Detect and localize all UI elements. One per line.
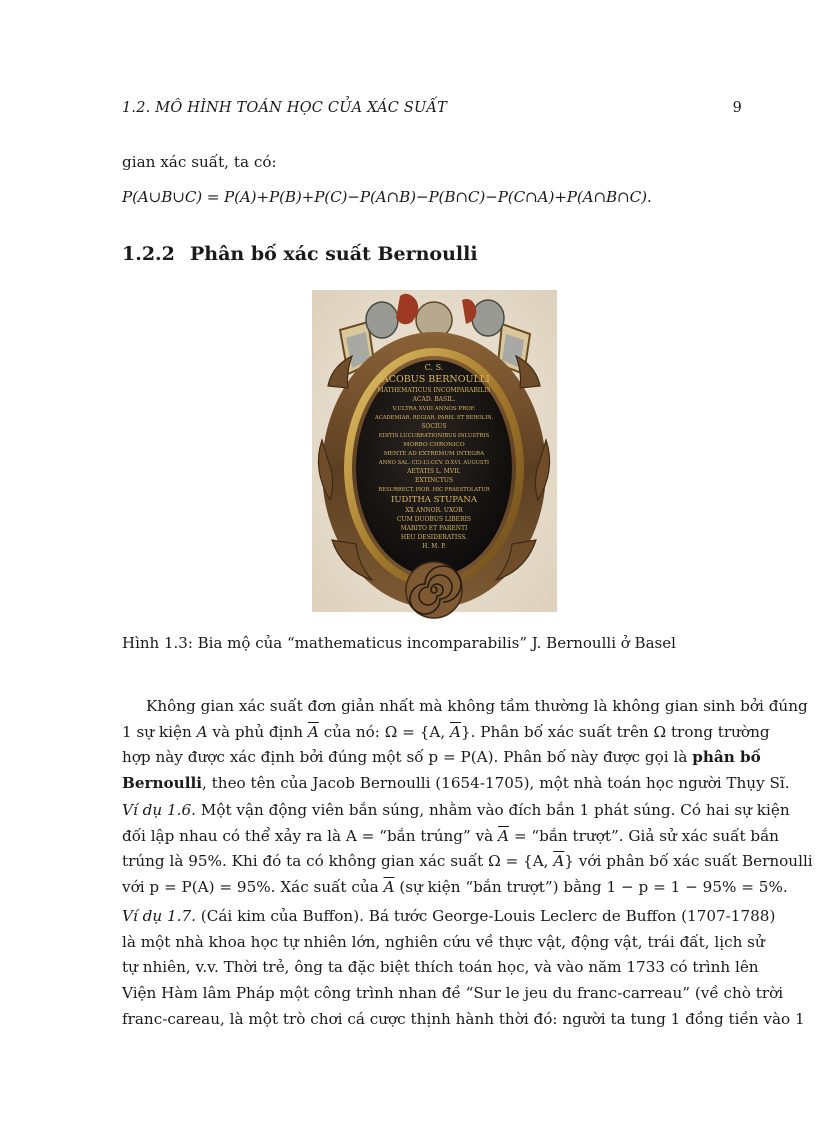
example-label: Ví dụ 1.7. xyxy=(122,907,196,925)
section-title: Phân bố xác suất Bernoulli xyxy=(190,243,478,265)
text-line: franc-careau, là một trò chơi cá cược thịnh hành thời đó: người ta tung 1 đồng tiền vào 1 xyxy=(122,1009,805,1028)
svg-text:MARITO ET PARENTI: MARITO ET PARENTI xyxy=(400,525,468,532)
svg-text:MENTE AD EXTREMUM INTEGRA: MENTE AD EXTREMUM INTEGRA xyxy=(383,451,485,457)
svg-text:ACAD. BASIL.: ACAD. BASIL. xyxy=(412,396,456,403)
page-number: 9 xyxy=(732,100,742,116)
text-line: với p = P(A) = 95%. Xác suất của $\overline{A}$ (sự kiện “bắn trượt”) bằng 1 − p = 1 − 95% = 5%. xyxy=(122,878,788,897)
svg-text:RESURRECT. PIOR. HIC PRAESTOLA: RESURRECT. PIOR. HIC PRAESTOLATUR xyxy=(378,487,490,493)
svg-text:IACOBUS BERNOULLI: IACOBUS BERNOULLI xyxy=(378,374,490,385)
example-1-6 xyxy=(122,798,813,901)
figure-caption: Hình 1.3: Bia mộ của “mathematicus incomparabilis” J. Bernoulli ở Basel xyxy=(122,634,676,652)
svg-text:IUDITHA STUPANA: IUDITHA STUPANA xyxy=(391,495,477,505)
example-1-7 xyxy=(122,904,805,1033)
svg-text:XX ANNOR. UXOR: XX ANNOR. UXOR xyxy=(405,507,463,514)
text-line: trúng là 95%. Khi đó ta có không gian xác suất Ω = {A, $\overline{A}$} với phân bố xác suất Bernoulli xyxy=(122,852,813,871)
text-line: Bernoulli, theo tên của Jacob Bernoulli (1654-1705), một nhà toán học người Thụy Sĩ. xyxy=(122,774,790,793)
svg-text:ANNO SAL. CIƆ.IƆ.CCV. D.XVI. A: ANNO SAL. CIƆ.IƆ.CCV. D.XVI. AUGUSTI xyxy=(378,460,490,466)
section-heading xyxy=(122,243,478,265)
svg-text:MORBO CHRONICO: MORBO CHRONICO xyxy=(403,442,465,448)
text-line: 1 sự kiện A và phủ định $\overline{A}$ của nó: Ω = {A, $\overline{A}$}. Phân bố xác suất trên Ω trong trường xyxy=(122,722,770,741)
example-label: Ví dụ 1.6. xyxy=(122,801,196,819)
svg-text:SOCIUS: SOCIUS xyxy=(421,423,447,430)
svg-text:EDITIS LUCUBRATIONIBUS INLUSTR: EDITIS LUCUBRATIONIBUS INLUSTRIS xyxy=(378,433,490,439)
svg-text:C. S.: C. S. xyxy=(424,363,444,372)
paragraph-bernoulli xyxy=(122,694,808,797)
running-head xyxy=(122,100,742,120)
text-line: Không gian xác suất đơn giản nhất mà không tầm thường là không gian sinh bởi đúng xyxy=(146,697,808,715)
text-line: tự nhiên, v.v. Thời trẻ, ông ta đặc biệt thích toán học, và vào năm 1733 có trình lên xyxy=(122,958,759,977)
svg-text:H. M. P.: H. M. P. xyxy=(422,543,446,550)
svg-text:V.ULTRA XVIII ANNOS PROF.: V.ULTRA XVIII ANNOS PROF. xyxy=(392,406,476,412)
text-line: hợp này được xác định bởi đúng một số p = P(A). Phân bố này được gọi là phân bố xyxy=(122,748,761,767)
svg-text:EXTINCTUS: EXTINCTUS xyxy=(414,477,454,484)
text-line: Ví dụ 1.6. Một vận động viên bắn súng, nhằm vào đích bắn 1 phát súng. Có hai sự kiện xyxy=(122,801,790,819)
svg-text:AETATIS L. MVII.: AETATIS L. MVII. xyxy=(407,468,461,475)
svg-text:ACADEMIAR. REGIAR. PARIS. ET B: ACADEMIAR. REGIAR. PARIS. ET BEROLIN. xyxy=(375,415,493,421)
inclusion-exclusion-formula: P(A∪B∪C) = P(A)+P(B)+P(C)−P(A∩B)−P(B∩C)−P(C∩A)+P(A∩B∩C). xyxy=(122,188,652,206)
text-line: Viện Hàm lâm Pháp một công trình nhan đề “Sur le jeu du franc-carreau” (về chò trời xyxy=(122,984,784,1003)
running-head-title: 1.2. MÔ HÌNH TOÁN HỌC CỦA XÁC SUẤT xyxy=(122,100,447,116)
section-number: 1.2.2 xyxy=(122,243,175,265)
svg-text:MATHEMATICUS INCOMPARABILIS: MATHEMATICUS INCOMPARABILIS xyxy=(377,387,491,394)
epitaph-image xyxy=(312,290,557,612)
svg-text:HEU DESIDERATISS.: HEU DESIDERATISS. xyxy=(400,534,468,541)
intro-line: gian xác suất, ta có: xyxy=(122,153,277,171)
text-line: là một nhà khoa học tự nhiên lớn, nghiên cứu về thực vật, động vật, trái đất, lịch sử xyxy=(122,932,765,951)
svg-text:CUM DUOBUS LIBERIS: CUM DUOBUS LIBERIS xyxy=(396,516,472,523)
text-line: đối lập nhau có thể xảy ra là A = “bắn trúng” và $\overline{A}$ = “bắn trượt”. Giả sử xác suất bắn xyxy=(122,826,779,845)
bernoulli-epitaph-figure xyxy=(312,290,557,612)
text-line: Ví dụ 1.7. (Cái kim của Buffon). Bá tước George-Louis Leclerc de Buffon (1707-1788) xyxy=(122,907,776,925)
